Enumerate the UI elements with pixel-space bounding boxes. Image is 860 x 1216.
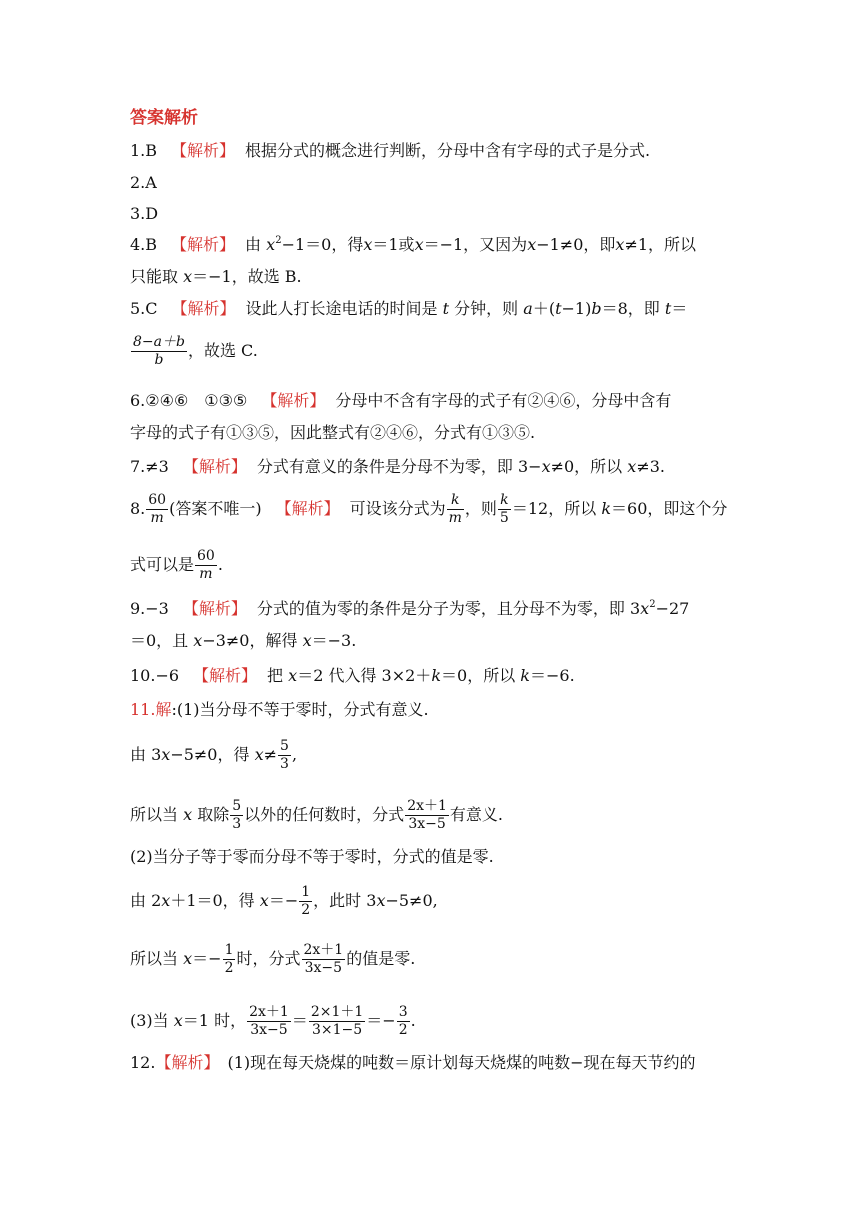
- answer-11-part2: (2)当分子等于零而分母不等于零时，分式的值是零.: [130, 847, 494, 866]
- answer-9-cont: ＝0，且 x−3≠0，解得 x＝−3.: [130, 631, 357, 650]
- fraction: $\frac{1}{2}$: [224, 942, 234, 976]
- answer-1: 1.B 【解析】 根据分式的概念进行判断，分母中含有字母的式子是分式.: [130, 141, 651, 160]
- answer-10: 10.−6 【解析】 把 x＝2 代入得 3×2＋k＝0，所以 k＝−6.: [130, 666, 575, 685]
- answer-3: 3.D: [130, 204, 159, 223]
- answer-11-part3: (3)当 x＝1 时， $\frac{2x+1}{3x-5}$ ＝ $\frac{2\times 1+1}{3\times 1-5}$ ＝− $\frac{3}{2}$ .: [130, 1004, 416, 1038]
- answer-11-step3: 由 2x＋1＝0，得 x＝− $\frac{1}{2}$ ，此时 3x−5≠0,: [130, 884, 438, 918]
- answer-4: 4.B 【解析】 由 $x^2-1=0$，得x＝1或x＝−1，又因为x−1≠0，即x≠1，所以: [130, 235, 697, 254]
- answer-11-step1: 由 3x−5≠0，得 x≠ $\frac{5}{3}$ ,: [130, 738, 298, 772]
- fraction: $\frac{5}{3}$: [232, 798, 242, 832]
- answer-12: 12.【解析】 (1)现在每天烧煤的吨数＝原计划每天烧煤的吨数−现在每天节约的: [130, 1053, 696, 1072]
- fraction: $\frac{3}{2}$: [398, 1004, 408, 1038]
- fraction: $\frac{60}{m}$: [148, 492, 167, 526]
- section-title: 答案解析: [130, 108, 198, 128]
- answer-6-cont: 字母的式子有①③⑤，因此整式有②④⑥，分式有①③⑤.: [130, 423, 536, 442]
- fraction: $\frac{2\times 1+1}{3\times 1-5}$: [310, 1004, 364, 1038]
- fraction: $\frac{2x+1}{3x-5}$: [303, 942, 344, 976]
- fraction: $\frac{5}{3}$: [280, 738, 289, 772]
- fraction: $\frac{2x+1}{3x-5}$: [249, 1004, 289, 1038]
- answer-8-cont: 式可以是 $\frac{60}{m}$ .: [130, 548, 223, 582]
- fraction: $\frac{k}{m}$: [448, 492, 462, 526]
- answer-11-step2: 所以当 x 取除 $\frac{5}{3}$ 以外的任何数时，分式 $\frac{2x+1}{3x-5}$ 有意义.: [130, 798, 503, 832]
- fraction: $\frac{k}{5}$: [499, 492, 509, 526]
- answer-2: 2.A: [130, 173, 157, 192]
- fraction: $\frac{2x+1}{3x-5}$: [407, 798, 447, 832]
- answer-11-step4: 所以当 x＝− $\frac{1}{2}$ 时，分式 $\frac{2x+1}{3x-5}$ 的值是零.: [130, 942, 416, 976]
- answer-7: 7.≠3 【解析】 分式有意义的条件是分母不为零，即 3−x≠0，所以 x≠3.: [130, 457, 665, 476]
- answer-5: 5.C 【解析】 设此人打长途电话的时间是 t 分钟，则 a＋(t−1)b＝8，即 t＝: [130, 299, 688, 318]
- answer-5-cont: $\frac{8-a+b}{b}$ ，故选 C.: [133, 334, 258, 368]
- answer-9: 9.−3 【解析】 分式的值为零的条件是分子为零，且分母不为零，即 $3x^2-27$: [130, 599, 690, 618]
- answer-11: 11.解:(1)当分母不等于零时，分式有意义.: [130, 700, 429, 719]
- answer-8: 8. $\frac{60}{m}$ (答案不唯一) 【解析】 可设该分式为 $\frac{k}{m}$ ，则 $\frac{k}{5}$ ＝12，所以 k＝60，即这个分: [130, 492, 728, 526]
- fraction: $\frac{1}{2}$: [301, 884, 311, 918]
- answer-6: 6.②④⑥ ①③⑤ 【解析】 分母中不含有字母的式子有②④⑥，分母中含有: [130, 391, 672, 410]
- fraction: $\frac{8-a+b}{b}$: [133, 334, 185, 368]
- fraction: $\frac{60}{m}$: [197, 548, 215, 582]
- answer-4-cont: 只能取 x＝−1，故选 B.: [130, 267, 302, 286]
